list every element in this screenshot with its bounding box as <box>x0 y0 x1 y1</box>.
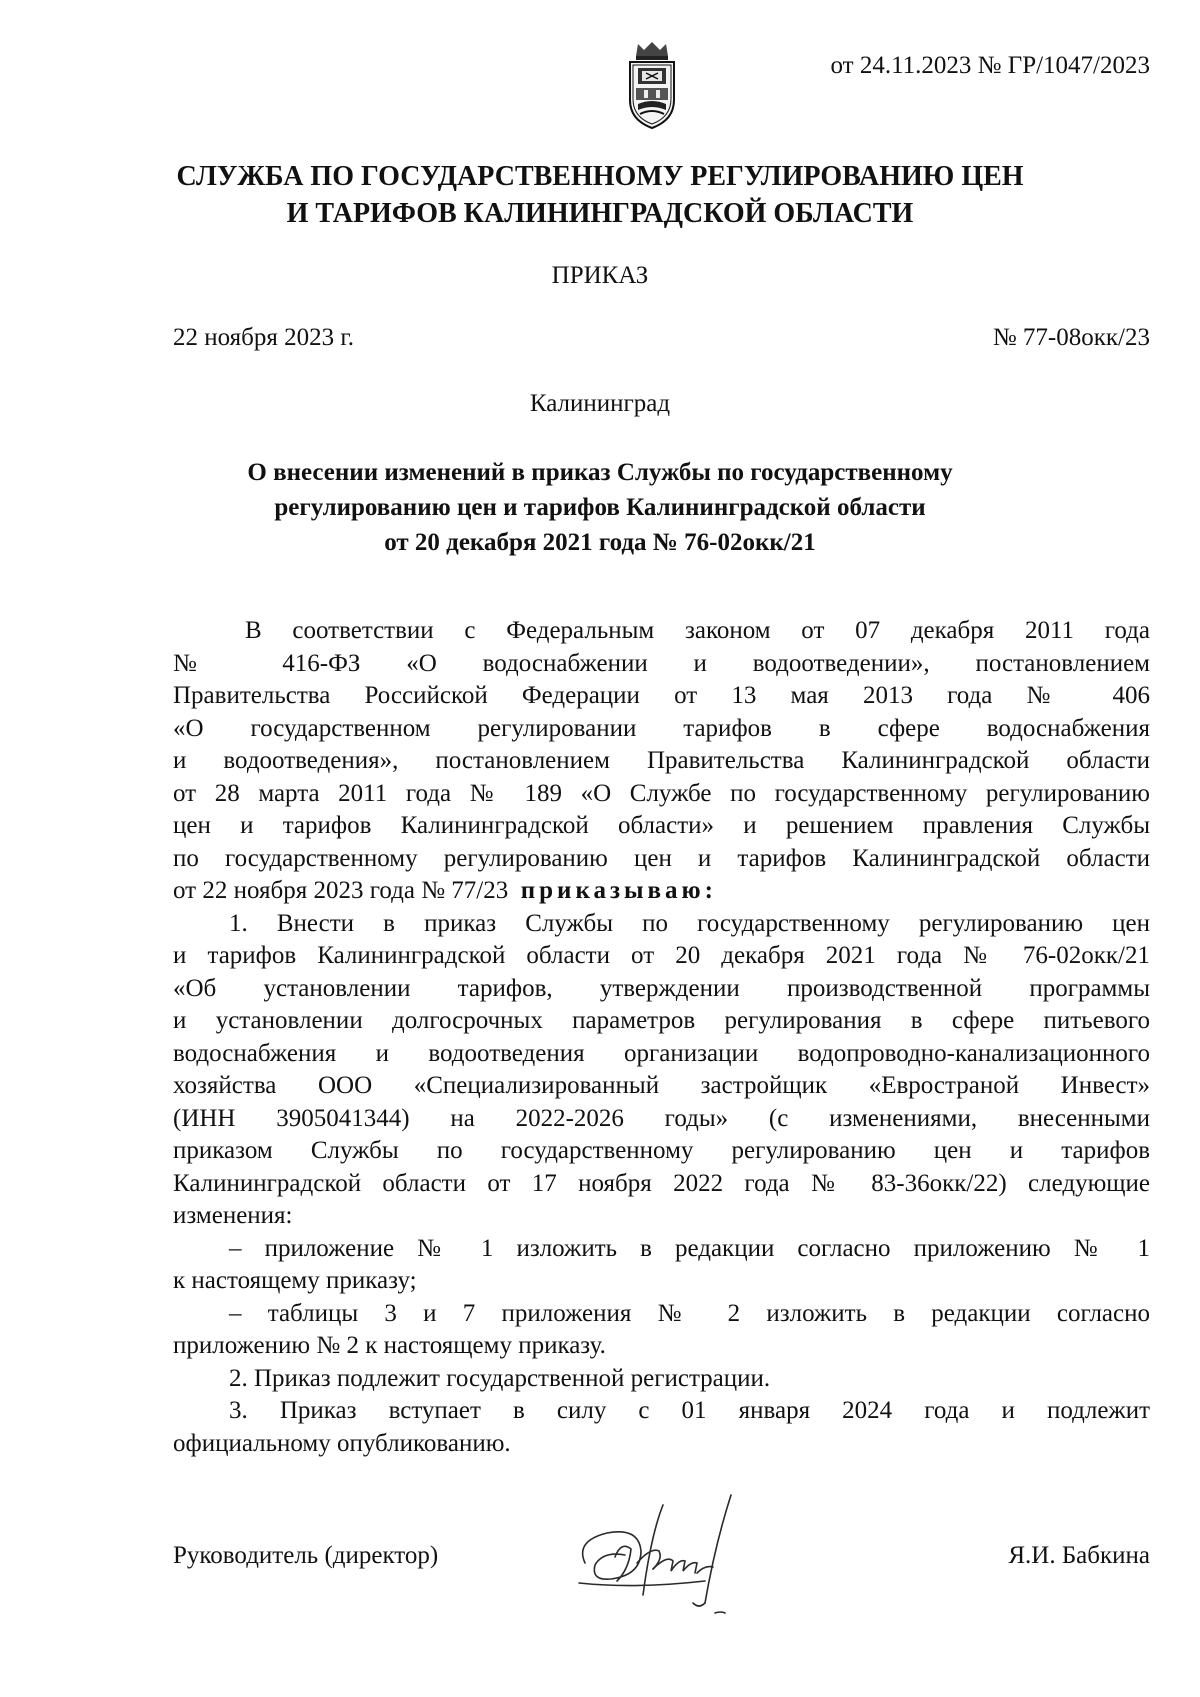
document-city: Калининград <box>529 390 671 417</box>
agency-name <box>100 158 1100 232</box>
kaliningrad-coat-of-arms-icon <box>624 40 680 130</box>
body-line: и водоотведения», постановлением Правительства Калининградской области <box>173 747 1150 774</box>
body-line: – таблицы 3 и 7 приложения № 2 изложить в редакции согласно <box>229 1299 1150 1327</box>
body-text: от 22 ноября 2023 года № 77/23 <box>173 877 509 904</box>
body-line: «О государственном регулировании тарифов в сфере водоснабжения <box>173 714 1150 742</box>
subject-line: О внесении изменений в приказ Службы по государственному <box>247 459 953 486</box>
body-line: В соответствии с Федеральным законом от 07 декабря 2011 года <box>245 617 1150 644</box>
signatory-name: Я.И. Бабкина <box>1008 1542 1150 1569</box>
body-line <box>173 875 1150 908</box>
body-line: хозяйства ООО «Специализированный застройщик «Евространой Инвест» <box>173 1072 1150 1099</box>
body-line: 2. Приказ подлежит государственной регистрации. <box>229 1364 771 1392</box>
body-line: Калининградской области от 17 ноября 2022 года № 83-36окк/22) следующие <box>173 1169 1150 1197</box>
agency-name-line: СЛУЖБА ПО ГОСУДАРСТВЕННОМУ РЕГУЛИРОВАНИЮ ЦЕН <box>176 161 1024 192</box>
signatory-title: Руководитель (директор) <box>173 1542 439 1569</box>
body-line: водоснабжения и водоотведения организации водопроводно-канализационного <box>173 1039 1150 1067</box>
body-line: от 28 марта 2011 года № 189 «О Службе по государственному регулированию <box>173 779 1150 807</box>
subject-line: регулированию цен и тарифов Калининградской области <box>274 494 926 521</box>
subject-line: от 20 декабря 2021 года № 76-02окк/21 <box>384 529 816 556</box>
document-number: № 77-08окк/23 <box>992 324 1150 351</box>
body-line: официальному опубликованию. <box>173 1429 511 1457</box>
document-subject <box>120 455 1080 560</box>
registration-number: от 24.11.2023 № ГР/1047/2023 <box>830 52 1150 79</box>
agency-name-line: И ТАРИФОВ КАЛИНИНГРАДСКОЙ ОБЛАСТИ <box>286 198 914 229</box>
body-line: по государственному регулированию цен и тарифов Калининградской области <box>173 844 1150 872</box>
order-word: приказываю: <box>520 877 717 904</box>
document-type: ПРИКАЗ <box>551 262 649 289</box>
body-line: приложению № 2 к настоящему приказу. <box>173 1332 606 1359</box>
body-line: 1. Внести в приказ Службы по государственному регулированию цен <box>229 909 1150 937</box>
body-line: и установлении долгосрочных параметров регулирования в сфере питьевого <box>173 1007 1150 1034</box>
document-body <box>173 615 1150 1460</box>
body-line: приказом Службы по государственному регулированию цен и тарифов <box>173 1137 1150 1164</box>
body-line: цен и тарифов Калининградской области» и решением правления Службы <box>173 812 1150 839</box>
body-line: к настоящему приказу; <box>173 1267 417 1294</box>
body-line: № 416-ФЗ «О водоснабжении и водоотведении», постановлением <box>173 649 1150 677</box>
handwritten-signature-icon <box>555 1485 795 1625</box>
document-date: 22 ноября 2023 г. <box>173 324 355 351</box>
body-line: 3. Приказ вступает в силу с 01 января 2024 года и подлежит <box>229 1397 1150 1424</box>
body-line: Правительства Российской Федерации от 13 мая 2013 года № 406 <box>173 682 1150 709</box>
body-line: (ИНН 3905041344) на 2022-2026 годы» (с изменениями, внесенными <box>173 1104 1150 1132</box>
body-line: – приложение № 1 изложить в редакции согласно приложению № 1 <box>229 1234 1150 1262</box>
body-line: изменения: <box>173 1202 293 1229</box>
body-line: «Об установлении тарифов, утверждении производственной программы <box>173 974 1150 1002</box>
body-line: и тарифов Калининградской области от 20 декабря 2021 года № 76-02окк/21 <box>173 942 1150 969</box>
